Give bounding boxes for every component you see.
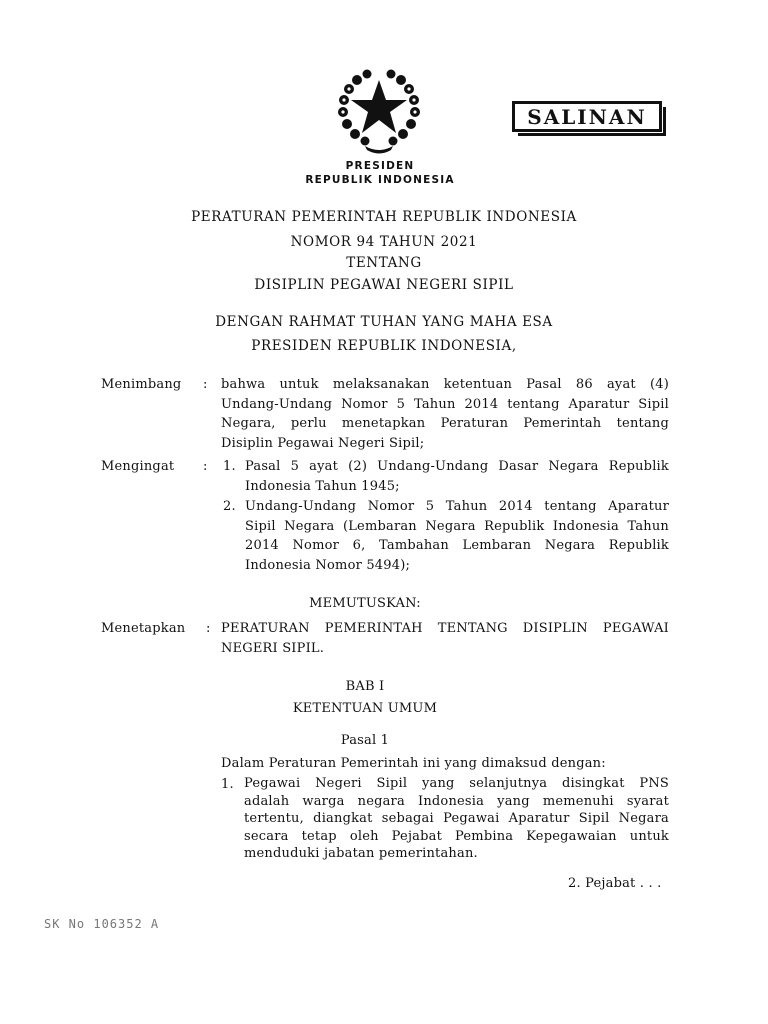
state-emblem-icon — [333, 62, 425, 154]
pasal-number: Pasal 1 — [340, 733, 390, 748]
memutuskan-heading: MEMUTUSKAN: — [309, 596, 421, 611]
menetapkan-colon: : — [206, 621, 211, 636]
president-line-2: REPUBLIK INDONESIA — [305, 174, 455, 186]
menimbang-text — [221, 375, 669, 453]
mengingat-item-line: Indonesia Tahun 1945; — [245, 478, 400, 494]
pasal-item-number: 1. — [221, 777, 234, 792]
menimbang-line: bahwa untuk melaksanakan ketentuan Pasal 86 ayat (4) — [221, 377, 669, 392]
opening-line-1: DENGAN RAHMAT TUHAN YANG MAHA ESA — [215, 314, 553, 330]
pasal-item-line: secara tetap oleh Pejabat Pembina Kepegawaian untuk — [244, 828, 669, 844]
pasal-item-line: tertentu, diangkat sebagai Pegawai Aparatur Sipil Negara — [244, 811, 669, 826]
menimbang-line: Disiplin Pegawai Negeri Sipil; — [221, 435, 425, 451]
footer-document-code: SK No 106352 A — [44, 917, 160, 931]
president-header — [250, 159, 510, 187]
mengingat-item-number: 2. — [223, 499, 236, 514]
mengingat-item-line: Pasal 5 ayat (2) Undang-Undang Dasar Negara Republik — [245, 459, 669, 474]
mengingat-item-number: 1. — [223, 459, 236, 474]
menetapkan-label: Menetapkan — [101, 621, 186, 636]
pasal-item-line: Pegawai Negeri Sipil yang selanjutnya disingkat PNS — [244, 776, 669, 791]
salinan-stamp: SALINAN — [512, 101, 662, 132]
bab-title: KETENTUAN UMUM — [292, 701, 438, 716]
mengingat-colon: : — [203, 459, 208, 474]
menimbang-line: Undang-Undang Nomor 5 Tahun 2014 tentang Aparatur Sipil — [221, 396, 669, 412]
menetapkan-text — [221, 619, 669, 658]
pasal-item-line: adalah warga negara Indonesia yang memenuhi syarat — [244, 793, 669, 809]
page-continuation: 2. Pejabat . . . — [568, 876, 662, 891]
opening-line-2: PRESIDEN REPUBLIK INDONESIA, — [251, 338, 517, 354]
regulation-about: TENTANG — [346, 255, 422, 271]
mengingat-item-1 — [245, 457, 669, 496]
pasal-intro: Dalam Peraturan Pemerintah ini yang dimaksud dengan: — [221, 756, 606, 771]
menetapkan-line: NEGERI SIPIL. — [221, 640, 325, 656]
president-line-1: PRESIDEN — [345, 160, 415, 172]
mengingat-item-line: Sipil Negara (Lembaran Negara Republik Indonesia Tahun — [245, 518, 669, 534]
pasal-item-line: menduduki jabatan pemerintahan. — [244, 846, 478, 861]
menetapkan-line: PERATURAN PEMERINTAH TENTANG DISIPLIN PEGAWAI — [221, 621, 669, 636]
menimbang-line: Negara, perlu menetapkan Peraturan Pemerintah tentang — [221, 416, 669, 431]
mengingat-item-line: Undang-Undang Nomor 5 Tahun 2014 tentang Aparatur — [245, 499, 669, 514]
bab-number: BAB I — [345, 679, 385, 694]
mengingat-item-line: Indonesia Nomor 5494); — [245, 557, 411, 573]
mengingat-label: Mengingat — [101, 459, 175, 474]
regulation-number: NOMOR 94 TAHUN 2021 — [290, 234, 478, 250]
regulation-title: PERATURAN PEMERINTAH REPUBLIK INDONESIA — [191, 209, 577, 225]
menimbang-colon: : — [203, 377, 208, 392]
mengingat-item-2 — [245, 497, 669, 575]
mengingat-item-line: 2014 Nomor 6, Tambahan Lembaran Negara Republik — [245, 538, 669, 553]
pasal-item-1 — [244, 775, 669, 863]
menimbang-label: Menimbang — [101, 377, 182, 392]
regulation-subject: DISIPLIN PEGAWAI NEGERI SIPIL — [254, 277, 514, 293]
